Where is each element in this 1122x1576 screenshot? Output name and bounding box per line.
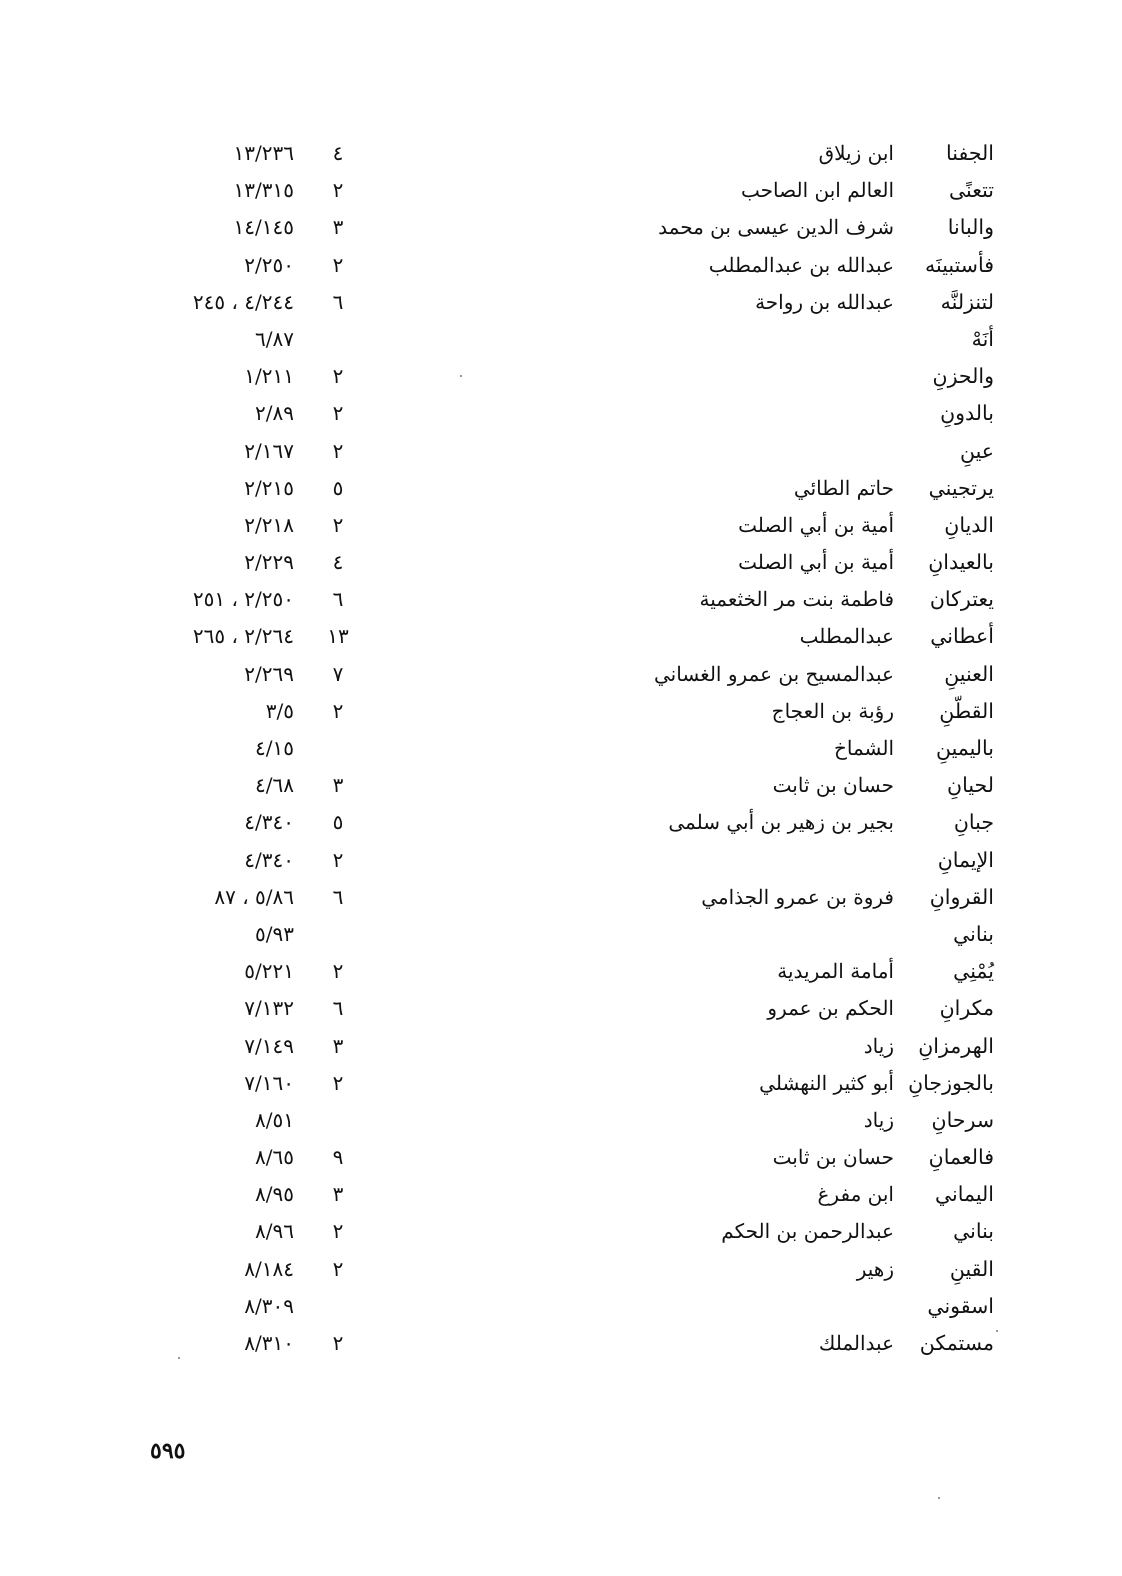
volume-page-reference: ٧/١٦٠ xyxy=(244,1070,294,1095)
index-row xyxy=(0,507,1122,544)
volume-page-reference: ٢/١٦٧ xyxy=(244,438,294,463)
verse-count: ٦ xyxy=(332,996,344,1021)
verse-count: ٢ xyxy=(332,512,344,537)
poet-name: عبدالله بن رواحة xyxy=(755,289,894,314)
poet-name: عبدالرحمن بن الحكم xyxy=(721,1219,894,1244)
rhyme-word: اسقوني xyxy=(927,1293,994,1318)
volume-page-reference: ٥/٨٦ ، ٨٧ xyxy=(214,884,294,909)
volume-page-reference: ٨/٩٥ xyxy=(255,1182,294,1207)
verse-count: ١٣ xyxy=(327,624,349,649)
verse-count: ٣ xyxy=(332,773,344,798)
verse-count: ٢ xyxy=(332,1331,344,1355)
rhyme-word: القينِ xyxy=(949,1256,994,1281)
poet-name: عبدالمسيح بن عمرو الغساني xyxy=(654,661,894,686)
rhyme-word: فالعمانِ xyxy=(928,1145,994,1170)
verse-count xyxy=(318,321,358,358)
poet-name: زياد xyxy=(863,1107,894,1132)
index-row xyxy=(0,1325,1122,1362)
verse-count: ٩ xyxy=(332,1145,344,1170)
index-row xyxy=(0,433,1122,470)
verse-count: ٦ xyxy=(332,289,344,314)
poet-name: شرف الدين عيسى بن محمد xyxy=(658,215,894,240)
poet-name: زهير xyxy=(856,1256,894,1281)
index-row xyxy=(0,172,1122,209)
index-row xyxy=(0,1028,1122,1065)
poet-name: رؤبة بن العجاج xyxy=(771,698,894,723)
rhyme-word: الهرمزانِ xyxy=(918,1033,994,1058)
rhyme-word: القروانِ xyxy=(929,884,994,909)
rhyme-word: بناني xyxy=(953,1219,994,1244)
volume-page-reference: ٢/٢٦٩ xyxy=(244,661,294,686)
index-row xyxy=(0,470,1122,507)
rhyme-word: لتنزلنَّه xyxy=(940,289,994,314)
rhyme-word: الجفنا xyxy=(946,141,994,165)
index-row xyxy=(0,804,1122,841)
index-row xyxy=(0,693,1122,730)
volume-page-reference: ٨/٣١٠ xyxy=(244,1331,294,1355)
rhyme-word: والبانا xyxy=(947,215,994,240)
poet-name: فروة بن عمرو الجذامي xyxy=(701,884,894,909)
poet-name: أمامة المريدية xyxy=(777,959,894,984)
verse-count: ٢ xyxy=(332,1256,344,1281)
page-number: ٥٩٥ xyxy=(150,1438,186,1464)
index-row xyxy=(0,247,1122,284)
index-row xyxy=(0,879,1122,916)
verse-count: ٥ xyxy=(332,475,344,500)
rhyme-word: أعطاني xyxy=(930,624,994,649)
verse-count xyxy=(318,1102,358,1139)
volume-page-reference: ١٤/١٤٥ xyxy=(233,215,294,240)
rhyme-word: لحيانِ xyxy=(947,773,994,798)
index-row xyxy=(0,1213,1122,1250)
verse-count: ٢ xyxy=(332,959,344,984)
volume-page-reference: ٢/٨٩ xyxy=(255,401,294,426)
poet-name: عبدالملك xyxy=(818,1331,894,1355)
volume-page-reference: ٨/٦٥ xyxy=(255,1145,294,1170)
rhyme-word: اليماني xyxy=(934,1182,994,1207)
volume-page-reference: ٥/٢٢١ xyxy=(244,959,294,984)
volume-page-reference: ١٣/٢٣٦ xyxy=(233,141,294,165)
volume-page-reference: ٨/٩٦ xyxy=(255,1219,294,1244)
index-row xyxy=(0,544,1122,581)
index-row xyxy=(0,358,1122,395)
verse-count: ٧ xyxy=(332,661,344,686)
rhyme-word: يُمْنِي xyxy=(953,959,994,984)
verse-count: ٢ xyxy=(332,847,344,872)
rhyme-word: مستمكن xyxy=(919,1331,994,1355)
verse-count: ٢ xyxy=(332,401,344,426)
verse-count: ٢ xyxy=(332,1219,344,1244)
poet-name: أمية بن أبي الصلت xyxy=(738,550,894,575)
verse-count: ٥ xyxy=(332,810,344,835)
index-row xyxy=(0,321,1122,358)
index-row xyxy=(0,730,1122,767)
rhyme-word: باليمينِ xyxy=(935,736,994,760)
rhyme-word: بالجوزجانِ xyxy=(908,1070,994,1095)
volume-page-reference: ٤/١٥ xyxy=(255,736,294,760)
volume-page-reference: ٧/١٤٩ xyxy=(244,1033,294,1058)
index-row xyxy=(0,767,1122,804)
rhyme-word: فأستبينَه xyxy=(925,252,994,277)
scan-speck xyxy=(178,1357,180,1359)
index-row xyxy=(0,1139,1122,1176)
index-row xyxy=(0,1288,1122,1325)
volume-page-reference: ٢/٢٥٠ ، ٢٥١ xyxy=(192,587,294,612)
volume-page-reference: ٤/٦٨ xyxy=(255,773,294,798)
scan-speck xyxy=(460,375,462,377)
verse-count: ٤ xyxy=(332,550,344,575)
rhyme-word: سرحانِ xyxy=(931,1107,994,1132)
volume-page-reference: ٤/٢٤٤ ، ٢٤٥ xyxy=(192,289,294,314)
verse-count: ٢ xyxy=(332,178,344,203)
poet-name: حسان بن ثابت xyxy=(772,773,894,798)
poet-name: حسان بن ثابت xyxy=(772,1145,894,1170)
verse-count: ٦ xyxy=(332,884,344,909)
rhyme-word: جبانِ xyxy=(953,810,994,835)
volume-page-reference: ٨/٣٠٩ xyxy=(244,1293,294,1318)
poet-name: زياد xyxy=(863,1033,894,1058)
verse-count: ٦ xyxy=(332,587,344,612)
rhyme-word: والحزنِ xyxy=(932,364,994,389)
rhyme-word: العنينِ xyxy=(944,661,994,686)
rhyme-word: الإيمانِ xyxy=(937,847,994,872)
volume-page-reference: ٧/١٣٢ xyxy=(244,996,294,1021)
poet-name: الحكم بن عمرو xyxy=(767,996,894,1021)
index-row xyxy=(0,916,1122,953)
rhyme-word: القطّنِ xyxy=(939,698,994,723)
volume-page-reference: ٤/٣٤٠ xyxy=(244,810,294,835)
volume-page-reference: ٦/٨٧ xyxy=(255,326,294,351)
rhyme-word: مكرانِ xyxy=(939,996,994,1021)
verse-count: ٣ xyxy=(332,215,344,240)
verse-count xyxy=(318,730,358,767)
index-row xyxy=(0,135,1122,172)
poet-name: عبدالله بن عبدالمطلب xyxy=(708,252,894,277)
verse-count: ٤ xyxy=(332,141,344,165)
poet-name: العالم ابن الصاحب xyxy=(741,178,894,203)
volume-page-reference: ٤/٣٤٠ xyxy=(244,847,294,872)
index-row xyxy=(0,284,1122,321)
poet-name: ابن زيلاق xyxy=(818,141,894,165)
verse-index-table xyxy=(0,135,1122,1362)
index-row xyxy=(0,1251,1122,1288)
poet-name: ابن مفرغ xyxy=(817,1182,894,1207)
volume-page-reference: ٢/٢١٥ xyxy=(244,475,294,500)
rhyme-word: الديانِ xyxy=(944,512,994,537)
volume-page-reference: ٨/١٨٤ xyxy=(244,1256,294,1281)
rhyme-word: بناني xyxy=(953,921,994,946)
scan-speck xyxy=(996,1330,998,1332)
scan-speck xyxy=(938,1497,940,1499)
verse-count: ٢ xyxy=(332,1070,344,1095)
poet-name: أبو كثير النهشلي xyxy=(759,1070,894,1095)
index-row xyxy=(0,1176,1122,1213)
poet-name: حاتم الطائي xyxy=(793,475,894,500)
rhyme-word: بالدونِ xyxy=(940,401,994,426)
rhyme-word: أنَهْ xyxy=(971,326,994,351)
poet-name: الشماخ xyxy=(833,736,894,760)
volume-page-reference: ٥/٩٣ xyxy=(255,921,294,946)
index-row xyxy=(0,1102,1122,1139)
rhyme-word: بالعيدانِ xyxy=(928,550,994,575)
verse-count: ٢ xyxy=(332,438,344,463)
verse-count xyxy=(318,1288,358,1325)
index-row xyxy=(0,1065,1122,1102)
poet-name: أمية بن أبي الصلت xyxy=(738,512,894,537)
volume-page-reference: ٣/٥ xyxy=(265,698,294,723)
verse-count: ٢ xyxy=(332,252,344,277)
verse-count xyxy=(318,916,358,953)
poet-name: فاطمة بنت مر الخثعمية xyxy=(699,587,894,612)
rhyme-word: يرتجيني xyxy=(928,475,994,500)
volume-page-reference: ٢/٢٥٠ xyxy=(244,252,294,277)
volume-page-reference: ٢/٢٢٩ xyxy=(244,550,294,575)
index-row xyxy=(0,990,1122,1027)
index-row xyxy=(0,656,1122,693)
rhyme-word: عينِ xyxy=(959,438,994,463)
verse-count: ٣ xyxy=(332,1182,344,1207)
verse-count: ٢ xyxy=(332,364,344,389)
rhyme-word: تتعنًى xyxy=(948,178,994,203)
volume-page-reference: ٢/٢١٨ xyxy=(244,512,294,537)
volume-page-reference: ٨/٥١ xyxy=(255,1107,294,1132)
volume-page-reference: ١٣/٣١٥ xyxy=(233,178,294,203)
verse-count: ٢ xyxy=(332,698,344,723)
volume-page-reference: ١/٢١١ xyxy=(244,364,294,389)
index-row xyxy=(0,953,1122,990)
index-row xyxy=(0,842,1122,879)
index-row xyxy=(0,581,1122,618)
index-row xyxy=(0,618,1122,655)
verse-count: ٣ xyxy=(332,1033,344,1058)
poet-name: عبدالمطلب xyxy=(799,624,894,649)
rhyme-word: يعتركان xyxy=(929,587,994,612)
volume-page-reference: ٢/٢٦٤ ، ٢٦٥ xyxy=(192,624,294,649)
index-row xyxy=(0,209,1122,246)
poet-name: بجير بن زهير بن أبي سلمى xyxy=(668,810,894,835)
index-row xyxy=(0,395,1122,432)
